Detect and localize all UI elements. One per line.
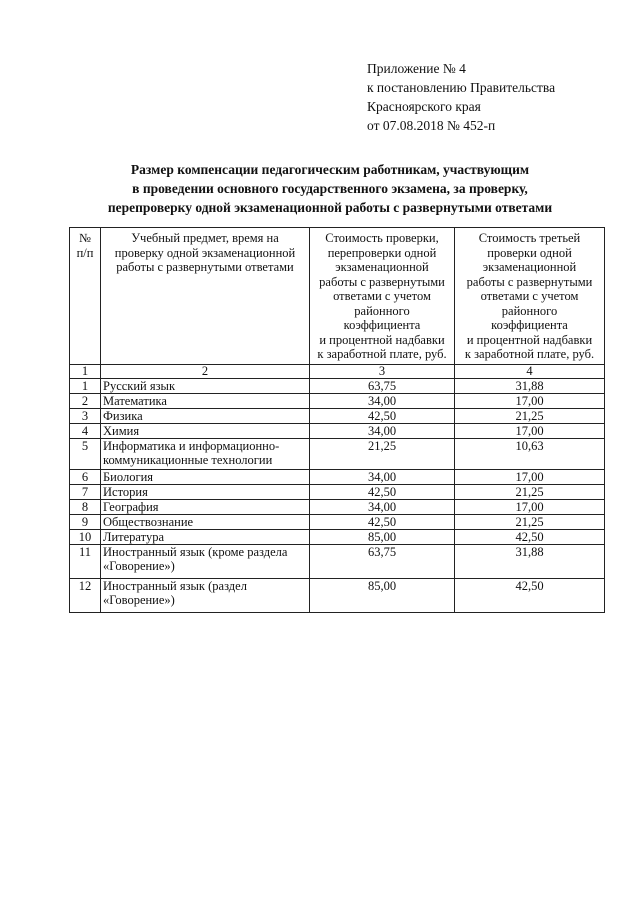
subject-cell <box>101 394 310 409</box>
check-cost-cell: 34,00 <box>310 470 455 485</box>
subject-cell <box>101 379 310 394</box>
subject-cell <box>101 439 310 470</box>
header-text: коэффициента <box>491 318 568 332</box>
check-cost-cell: 63,75 <box>310 379 455 394</box>
third-check-cost-cell: 17,00 <box>455 424 605 439</box>
third-check-cost-cell: 10,63 <box>455 439 605 470</box>
column-number: 2 <box>101 365 310 379</box>
table-row <box>70 409 605 424</box>
row-number: 5 <box>70 439 101 470</box>
subject-cell <box>101 530 310 545</box>
row-number: 4 <box>70 424 101 439</box>
annex-block <box>367 59 555 135</box>
header-check-cost <box>310 228 455 365</box>
annex-line: Приложение № 4 <box>367 61 466 76</box>
compensation-table <box>69 227 605 613</box>
document-title <box>40 160 620 217</box>
row-number: 10 <box>70 530 101 545</box>
header-text: и процентной надбавки <box>466 332 593 347</box>
check-cost-cell: 21,25 <box>310 439 455 470</box>
row-number: 6 <box>70 470 101 485</box>
header-text: экзаменационной <box>482 260 577 274</box>
third-check-cost-cell: 31,88 <box>455 379 605 394</box>
subject-name: Физика <box>103 409 143 423</box>
header-text: районного <box>501 303 558 318</box>
third-check-cost-cell: 31,88 <box>455 545 605 579</box>
third-check-cost-cell: 17,00 <box>455 470 605 485</box>
column-number: 1 <box>70 365 101 379</box>
table-row <box>70 470 605 485</box>
subject-name: Обществознание <box>103 515 194 529</box>
row-number: 11 <box>70 545 101 579</box>
check-cost-cell: 85,00 <box>310 530 455 545</box>
subject-cell <box>101 579 310 613</box>
subject-cell <box>101 470 310 485</box>
column-number: 4 <box>455 365 605 379</box>
third-check-cost-cell: 21,25 <box>455 485 605 500</box>
check-cost-cell: 42,50 <box>310 409 455 424</box>
subject-cell <box>101 545 310 579</box>
table-row <box>70 515 605 530</box>
third-check-cost-cell: 42,50 <box>455 530 605 545</box>
header-text: Учебный предмет, время на <box>131 231 279 245</box>
header-text: экзаменационной <box>335 260 429 274</box>
check-cost-cell: 85,00 <box>310 579 455 613</box>
check-cost-cell: 34,00 <box>310 394 455 409</box>
row-number: 8 <box>70 500 101 515</box>
table-row <box>70 500 605 515</box>
table-row <box>70 530 605 545</box>
subject-name: «Говорение») <box>103 593 175 607</box>
header-subject <box>101 228 310 365</box>
header-text: работы с развернутыми <box>466 274 593 289</box>
header-text: и процентной надбавки <box>319 332 445 347</box>
column-number-row <box>70 365 605 379</box>
check-cost-cell: 34,00 <box>310 424 455 439</box>
header-text: проверку одной экзаменационной <box>114 245 296 260</box>
subject-name: Математика <box>103 394 167 408</box>
header-text: п/п <box>76 245 94 260</box>
title-line: в проведении основного государственного экзамена, за проверку, <box>132 181 528 196</box>
subject-cell <box>101 485 310 500</box>
header-third-check-cost <box>455 228 605 365</box>
annex-line: к постановлению Правительства <box>367 80 556 95</box>
subject-name: Русский язык <box>103 379 176 393</box>
subject-cell <box>101 424 310 439</box>
header-text: работы с развернутыми ответами <box>116 260 294 274</box>
subject-name: Информатика и информационно- <box>103 439 280 453</box>
header-text: проверки одной <box>487 245 572 260</box>
subject-name: Иностранный язык (раздел <box>103 579 247 593</box>
annex-line: Красноярского края <box>367 99 481 114</box>
table-row <box>70 394 605 409</box>
header-text: № <box>79 231 91 245</box>
subject-name: География <box>103 500 159 514</box>
table-row <box>70 579 605 613</box>
table-row <box>70 545 605 579</box>
check-cost-cell: 63,75 <box>310 545 455 579</box>
third-check-cost-cell: 21,25 <box>455 409 605 424</box>
table-row <box>70 379 605 394</box>
header-text: ответами с учетом <box>480 289 579 303</box>
row-number: 3 <box>70 409 101 424</box>
header-text: к заработной плате, руб. <box>317 347 447 361</box>
check-cost-cell: 42,50 <box>310 515 455 530</box>
third-check-cost-cell: 42,50 <box>455 579 605 613</box>
subject-cell <box>101 409 310 424</box>
subject-name: Химия <box>103 424 140 438</box>
check-cost-cell: 34,00 <box>310 500 455 515</box>
subject-cell <box>101 500 310 515</box>
row-number: 12 <box>70 579 101 613</box>
title-line: перепроверку одной экзаменационной работы с развернутыми ответами <box>107 200 553 215</box>
subject-name: коммуникационные технологии <box>103 453 273 467</box>
table-header-row <box>70 228 605 365</box>
annex-line: от 07.08.2018 № 452-п <box>367 118 496 133</box>
header-text: Стоимость третьей <box>478 231 581 245</box>
header-text: районного <box>354 303 410 318</box>
subject-name: «Говорение») <box>103 559 175 573</box>
row-number: 9 <box>70 515 101 530</box>
header-text: к заработной плате, руб. <box>464 347 595 361</box>
table-row <box>70 439 605 470</box>
header-text: работы с развернутыми <box>319 274 445 289</box>
third-check-cost-cell: 17,00 <box>455 500 605 515</box>
subject-cell <box>101 515 310 530</box>
row-number: 1 <box>70 379 101 394</box>
header-text: коэффициента <box>343 318 421 332</box>
header-text: Стоимость проверки, <box>325 231 439 245</box>
third-check-cost-cell: 21,25 <box>455 515 605 530</box>
title-line: Размер компенсации педагогическим работникам, участвующим <box>130 162 530 177</box>
header-number <box>70 228 101 365</box>
row-number: 2 <box>70 394 101 409</box>
row-number: 7 <box>70 485 101 500</box>
header-text: перепроверки одной <box>327 245 437 260</box>
check-cost-cell: 42,50 <box>310 485 455 500</box>
table-row <box>70 485 605 500</box>
header-text: ответами с учетом <box>333 289 431 303</box>
subject-name: Иностранный язык (кроме раздела <box>103 545 288 559</box>
third-check-cost-cell: 17,00 <box>455 394 605 409</box>
column-number: 3 <box>310 365 455 379</box>
subject-name: Литература <box>103 530 164 544</box>
subject-name: История <box>103 485 148 499</box>
table-row <box>70 424 605 439</box>
subject-name: Биология <box>103 470 154 484</box>
